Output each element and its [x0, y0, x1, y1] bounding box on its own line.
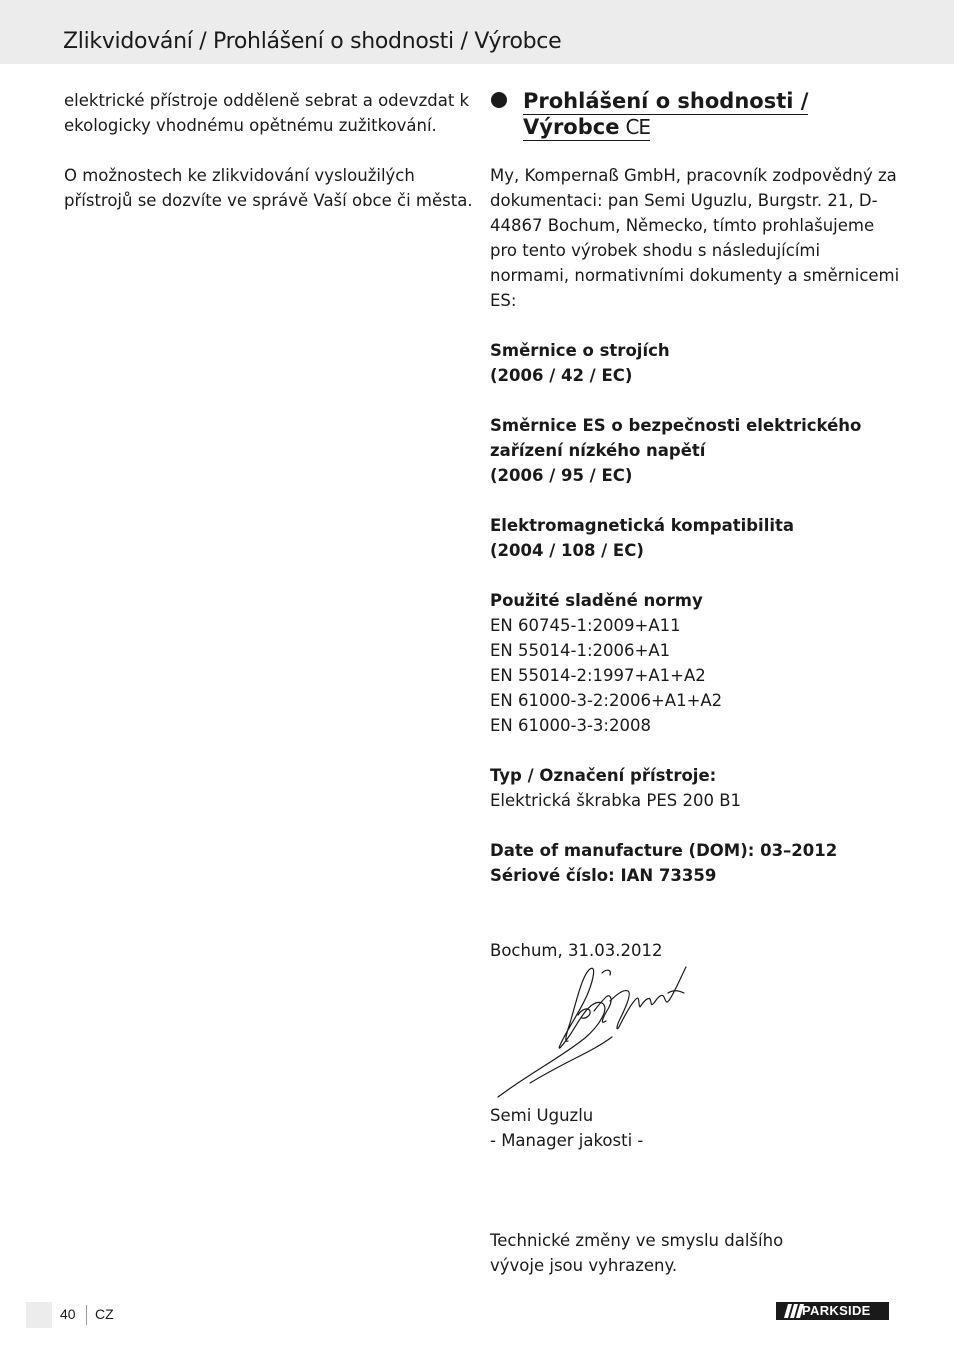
directive-machinery — [490, 338, 900, 388]
disposal-paragraph-2: O možnostech ke zlikvidování vysloužilých přístrojů se dozvíte ve správě Vaší obce či města. — [64, 166, 473, 210]
type-value: Elektrická škrabka PES 200 B1 — [490, 791, 742, 810]
section-heading — [490, 88, 900, 141]
page-header — [0, 0, 954, 64]
footer-tab — [26, 1302, 52, 1328]
signer-role: - Manager jakosti - — [490, 1131, 644, 1150]
directive-title: Elektromagnetická kompatibilita — [490, 516, 795, 535]
manufacture-info — [490, 838, 900, 888]
brand-name: PARKSIDE — [802, 1303, 871, 1318]
language-code: CZ — [95, 1306, 114, 1322]
norm-item: EN 61000-3-3:2008 — [490, 716, 651, 735]
device-type — [490, 763, 900, 813]
norm-item: EN 61000-3-2:2006+A1+A2 — [490, 691, 723, 710]
directive-low-voltage — [490, 413, 900, 488]
norm-item: EN 60745-1:2009+A11 — [490, 616, 681, 635]
right-column — [490, 88, 900, 1278]
disposal-paragraph-1: elektrické přístroje odděleně sebrat a odevzdat k ekologicky vhodnému opětnému zužitkování. — [64, 91, 470, 135]
heading-line-1: Prohlášení o shodnosti / — [523, 89, 809, 113]
bullet-icon — [491, 92, 507, 108]
date-of-manufacture: Date of manufacture (DOM): 03–2012 — [490, 841, 838, 860]
declaration-intro: My, Kompernaß GmbH, pracovník zodpovědný za dokumentaci: pan Semi Uguzlu, Burgstr. 21, D-44867 Bochum, Německo, tímto prohlašujeme pro tento výrobek shodu s následujícími normami, normativními dokumenty a směrnicemi ES: — [490, 166, 900, 310]
place-date: Bochum, 31.03.2012 — [490, 941, 663, 960]
serial-number: Sériové číslo: IAN 73359 — [490, 866, 717, 885]
footer-divider — [86, 1305, 87, 1325]
directive-number: (2006 / 42 / EC) — [490, 366, 633, 385]
harmonised-norms — [490, 588, 900, 738]
directive-title: Směrnice o strojích — [490, 341, 670, 360]
directive-number: (2004 / 108 / EC) — [490, 541, 644, 560]
signature-image — [490, 963, 700, 1103]
signer-name: Semi Uguzlu — [490, 1106, 594, 1125]
norm-item: EN 55014-1:2006+A1 — [490, 641, 671, 660]
directive-number: (2006 / 95 / EC) — [490, 466, 633, 485]
norm-item: EN 55014-2:1997+A1+A2 — [490, 666, 706, 685]
page-number: 40 — [60, 1306, 76, 1322]
technical-changes-note: Technické změny ve smyslu dalšího vývoje jsou vyhrazeny. — [490, 1231, 784, 1275]
directive-title: Směrnice ES o bezpečnosti elektrického zařízení nízkého napětí — [490, 416, 862, 460]
directive-emc — [490, 513, 900, 563]
heading-line-2: Výrobce — [523, 115, 620, 139]
page-title: Zlikvidování / Prohlášení o shodnosti / Výrobce — [63, 29, 562, 54]
left-column — [64, 88, 474, 213]
type-heading: Typ / Označení přístroje: — [490, 766, 717, 785]
parkside-logo — [776, 1302, 889, 1320]
ce-mark-icon: CE — [625, 115, 651, 139]
norms-heading: Použité sladěné normy — [490, 591, 703, 610]
